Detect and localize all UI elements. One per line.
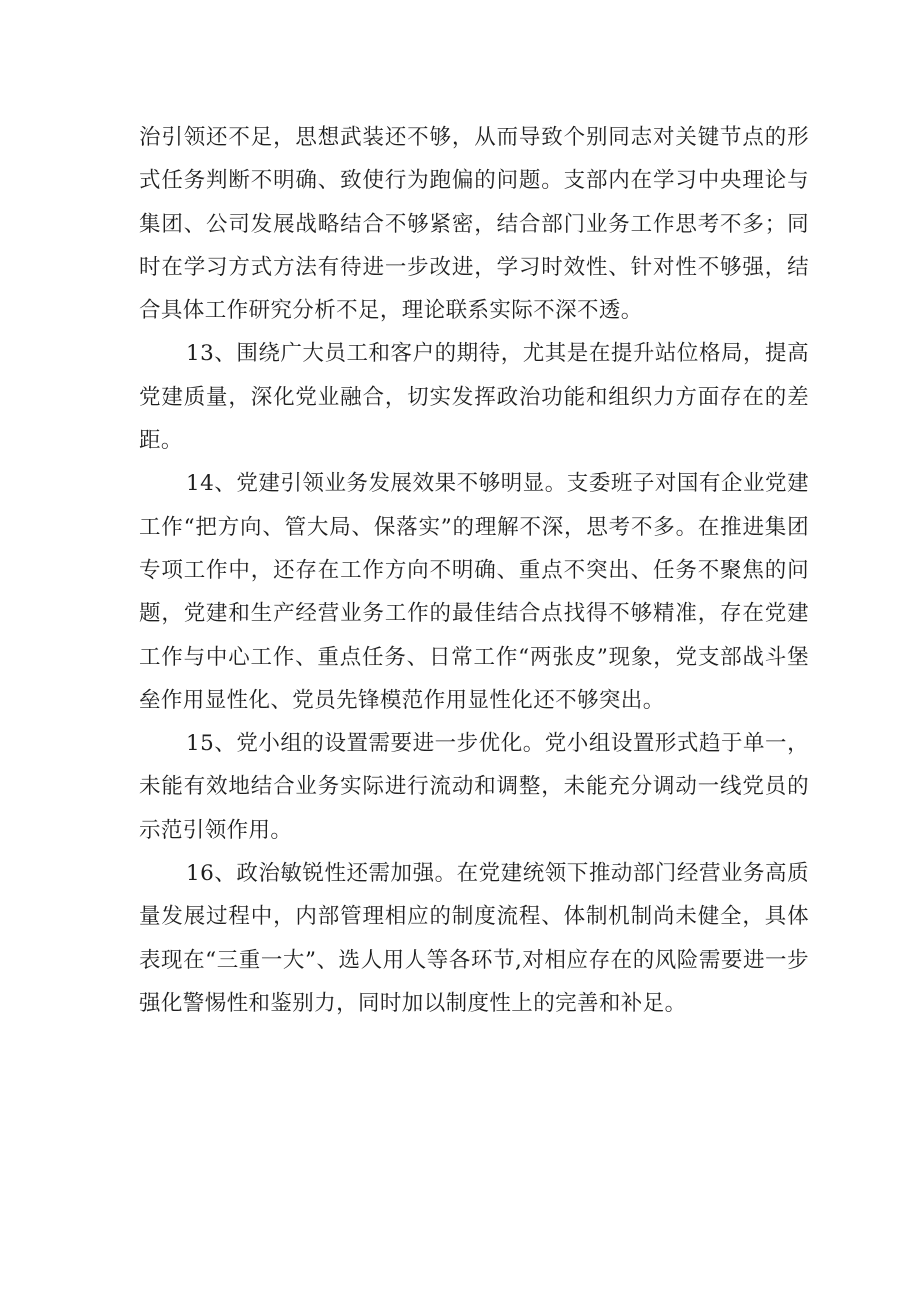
paragraph-item-14: 14、党建引领业务发展效果不够明显。支委班子对国有企业党建工作“把方向、管大局、保落实”的理解不深，思考不多。在推进集团专项工作中，还存在工作方向不明确、重点不突出、任务不聚焦的问题，党建和生产经营业务工作的最佳结合点找得不够精准，存在党建工作与中心工作、重点任务、日常工作“两张皮”现象，党支部战斗堡垒作用显性化、党员先锋模范作用显性化还不够突出。 xyxy=(139,471,809,713)
paragraph-item-16: 16、政治敏锐性还需加强。在党建统领下推动部门经营业务高质量发展过程中，内部管理相应的制度流程、体制机制尚未健全，具体表现在“三重一大”、选人用人等各环节,对相应存在的风险需要进一步强化警惕性和鉴别力，同时加以制度性上的完善和补足。 xyxy=(139,861,809,1016)
paragraph-item-13: 13、围绕广大员工和客户的期待，尤其是在提升站位格局，提高党建质量，深化党业融合，切实发挥政治功能和组织力方面存在的差距。 xyxy=(139,341,809,454)
document-body xyxy=(139,116,809,1025)
paragraph-item-15: 15、党小组的设置需要进一步优化。党小组设置形式趋于单一，未能有效地结合业务实际进行流动和调整，未能充分调动一线党员的示范引领作用。 xyxy=(139,731,809,843)
paragraph-continuation: 治引领还不足，思想武装还不够，从而导致个别同志对关键节点的形式任务判断不明确、致使行为跑偏的问题。支部内在学习中央理论与集团、公司发展战略结合不够紧密，结合部门业务工作思考不多；同时在学习方式方法有待进一步改进，学习时效性、针对性不够强，结合具体工作研究分析不足，理论联系实际不深不透。 xyxy=(139,125,809,324)
